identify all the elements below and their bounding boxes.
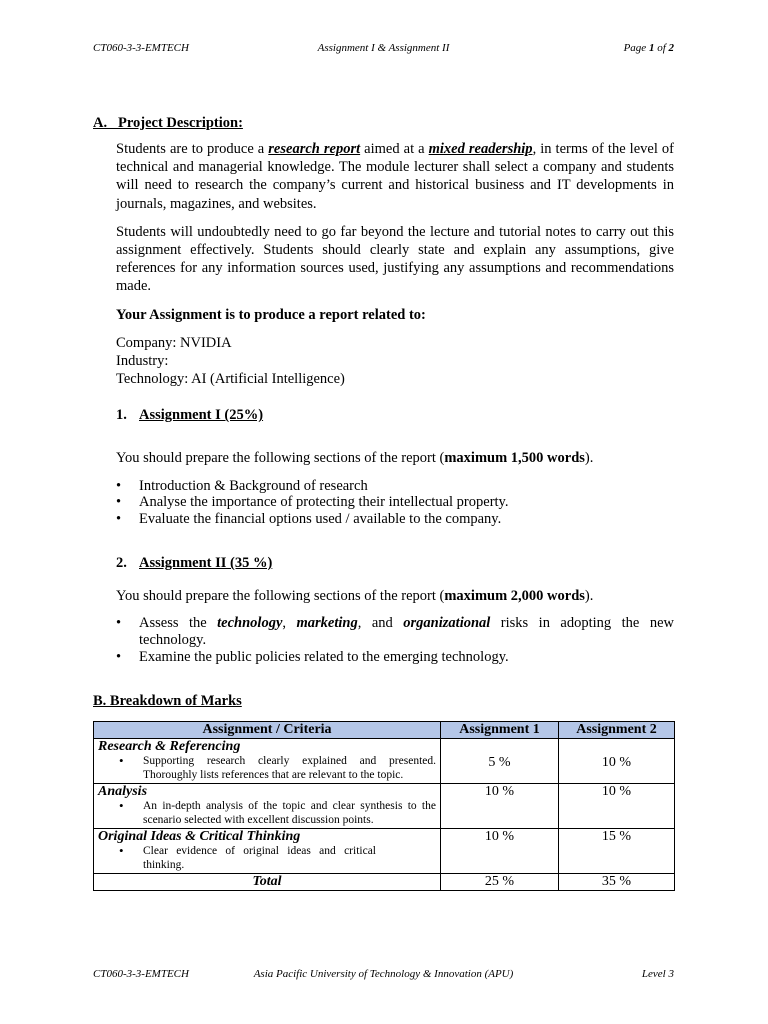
assignment-2-list [116,615,674,665]
bullet-icon: • [116,494,122,511]
footer-university: Asia Pacific University of Technology & Innovation (APU) [253,968,514,980]
assignment-1-mark: 10 % [441,783,559,828]
bullet-icon: • [116,615,122,632]
total-label: Total [94,873,441,890]
document-body [93,115,674,891]
list-item: • Evaluate the financial options used / available to the company. [116,511,502,528]
assignment-1-list [116,478,674,528]
assignment-1-heading: 1. Assignment I (25%) [116,407,264,424]
list-item: • Introduction & Background of research [116,477,368,494]
criteria-title: Research & Referencing [98,738,241,754]
marks-table [93,721,675,891]
criteria-cell [94,828,441,873]
assignment-2-mark: 15 % [559,828,675,873]
total-assignment-1: 25 % [441,873,559,890]
assignment-2-mark: 10 % [559,738,675,783]
paragraph-2: Students will undoubtedly need to go far beyond the lecture and tutorial notes to carry out this assignment effectively. Students should clearly state and explain any assumptions, give references for any information sources used, justifying any assumptions and recommendations made. [116,223,674,295]
list-item: • Examine the public policies related to the emerging technology. [116,648,509,665]
bullet-icon: • [119,842,124,858]
bullet-icon: • [119,752,124,768]
company-line: Company: NVIDIA [116,334,232,351]
column-header-assignment-2: Assignment 2 [559,721,675,738]
table-row [94,783,675,828]
assignment-1-mark: 5 % [441,738,559,783]
bullet-icon: • [119,797,124,813]
criteria-description: • An in-depth analysis of the topic and clear synthesis to the scenario selected with excellent discussion points. [119,797,436,826]
technology-line: Technology: AI (Artificial Intelligence) [116,371,345,388]
header-module-code: CT060-3-3-EMTECH [93,42,189,54]
company-details [116,334,674,389]
list-item: • Analyse the importance of protecting their intellectual property. [116,494,509,511]
total-assignment-2: 35 % [559,873,675,890]
criteria-cell [94,783,441,828]
section-b-title: B. Breakdown of Marks [93,692,242,709]
assignment-2-intro: You should prepare the following sections of the report (maximum 2,000 words). [116,588,594,605]
assignment-2-heading: 2. Assignment II (35 %) [116,555,273,572]
bullet-icon: • [116,477,122,494]
bullet-icon: • [116,511,122,528]
assignment-intro-heading: Your Assignment is to produce a report related to: [116,306,426,323]
table-row [94,738,675,783]
criteria-title: Original Ideas & Critical Thinking [98,828,301,844]
table-row [94,828,675,873]
industry-line: Industry: [116,353,169,370]
paragraph-1: Students are to produce a research report aimed at a mixed readership, in terms of the level of technical and managerial knowledge. The module lecturer shall select a company and students will need to research the company’s current and historical business and IT developments in journals, magazines, and websites. [116,141,674,212]
footer-module-code: CT060-3-3-EMTECH [93,968,189,980]
criteria-title: Analysis [98,783,148,799]
criteria-cell [94,738,441,783]
bullet-icon: • [116,648,122,665]
table-header-row [94,721,675,738]
section-a-body [116,140,674,666]
section-a-title: A. Project Description: [93,115,243,131]
criteria-description: • Clear evidence of original ideas and critical thinking. [119,842,376,871]
column-header-assignment-1: Assignment 1 [441,721,559,738]
assignment-2-mark: 10 % [559,783,675,828]
list-item: • Assess the technology, marketing, and organizational risks in adopting the new technology. [116,615,674,649]
table-total-row [94,873,675,890]
assignment-1-mark: 10 % [441,828,559,873]
header-title: Assignment I & Assignment II [317,42,450,54]
header-page-number: Page 1 of 2 [623,42,674,54]
footer-level: Level 3 [641,968,674,980]
column-header-criteria: Assignment / Criteria [94,721,441,738]
assignment-1-intro: You should prepare the following sections of the report (maximum 1,500 words). [116,450,594,467]
criteria-description: • Supporting research clearly explained and presented. Thoroughly lists references that are relevant to the topic. [119,752,436,781]
